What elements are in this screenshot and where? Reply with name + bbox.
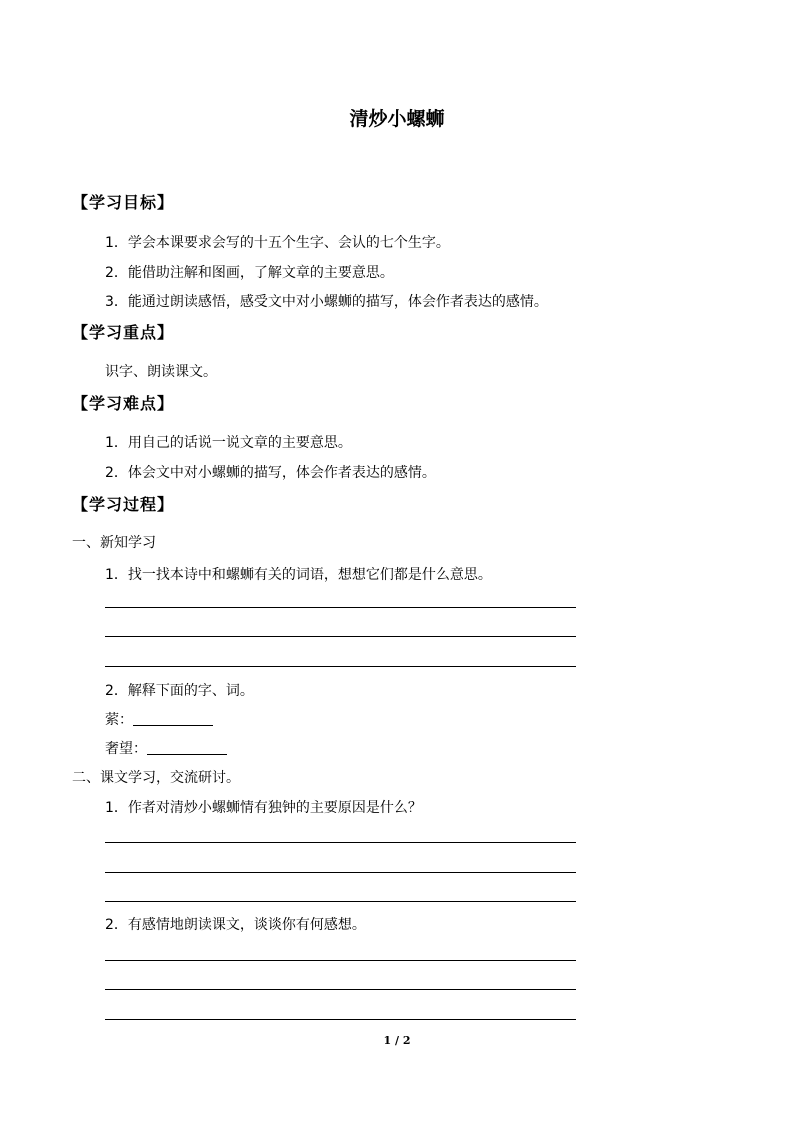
answer-line bbox=[105, 1019, 576, 1020]
answer-line bbox=[105, 636, 576, 637]
focus-text: 识字、朗读课文。 bbox=[105, 364, 217, 380]
goal-item-3: 3．能通过朗读感悟，感受文中对小螺蛳的描写，体会作者表达的感情。 bbox=[105, 294, 548, 310]
part1-question-1: 1．找一找本诗中和螺蛳有关的词语，想想它们都是什么意思。 bbox=[105, 567, 492, 583]
section-heading-process: 【学习过程】 bbox=[72, 495, 175, 514]
part1-title: 一、新知学习 bbox=[72, 535, 156, 551]
page-number: 1 / 2 bbox=[383, 1034, 411, 1047]
answer-line bbox=[105, 989, 576, 990]
answer-line bbox=[105, 666, 576, 667]
term-label: 萦： bbox=[105, 712, 133, 728]
fill-in-blank bbox=[147, 740, 227, 755]
goal-item-2: 2．能借助注解和图画，了解文章的主要意思。 bbox=[105, 265, 394, 281]
part1-question-2: 2．解释下面的字、词。 bbox=[105, 683, 254, 699]
part2-question-2: 2．有感情地朗读课文，谈谈你有何感想。 bbox=[105, 917, 366, 933]
page-title: 清炒小螺蛳 bbox=[349, 108, 445, 130]
answer-line bbox=[105, 607, 576, 608]
section-heading-goals: 【学习目标】 bbox=[72, 193, 175, 212]
answer-line bbox=[105, 901, 576, 902]
part2-title: 二、课文学习，交流研讨。 bbox=[72, 770, 240, 786]
term-row-2 bbox=[105, 738, 227, 758]
answer-line bbox=[105, 960, 576, 961]
answer-line bbox=[105, 872, 576, 873]
term-row-1 bbox=[105, 709, 213, 729]
difficulty-item-1: 1．用自己的话说一说文章的主要意思。 bbox=[105, 435, 352, 451]
section-heading-focus: 【学习重点】 bbox=[72, 323, 175, 342]
section-heading-difficulty: 【学习难点】 bbox=[72, 394, 175, 413]
fill-in-blank bbox=[133, 711, 213, 726]
term-label: 奢望： bbox=[105, 741, 147, 757]
part2-question-1: 1．作者对清炒小螺蛳情有独钟的主要原因是什么？ bbox=[105, 800, 422, 816]
answer-line bbox=[105, 842, 576, 843]
goal-item-1: 1．学会本课要求会写的十五个生字、会认的七个生字。 bbox=[105, 235, 450, 251]
difficulty-item-2: 2．体会文中对小螺蛳的描写，体会作者表达的感情。 bbox=[105, 465, 436, 481]
